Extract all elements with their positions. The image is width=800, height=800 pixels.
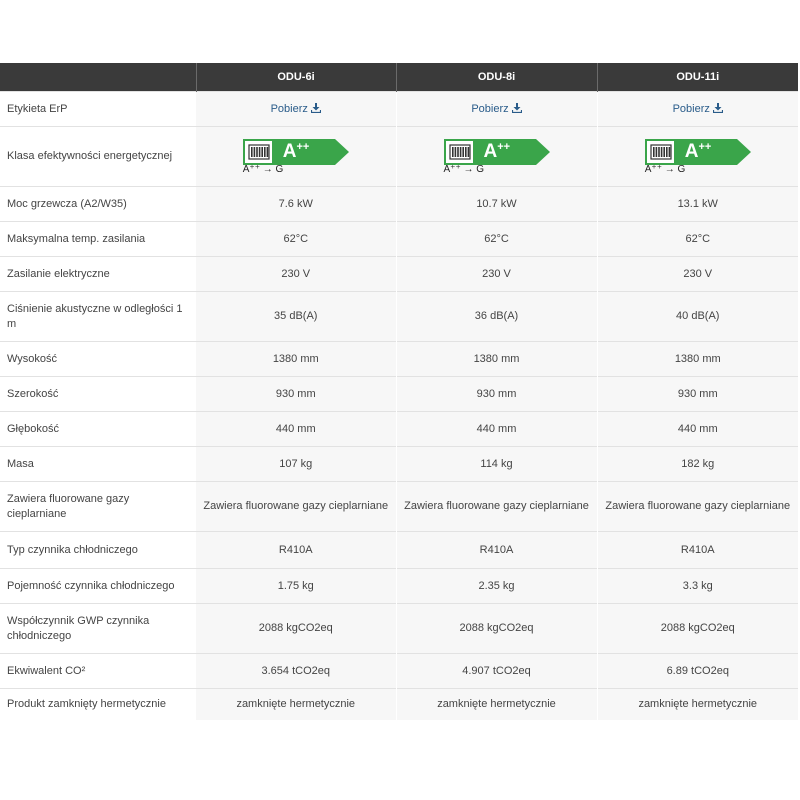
- download-icon: [311, 103, 321, 113]
- table-row-gazy-cieplarniane: [0, 482, 798, 532]
- row-label: Moc grzewcza (A2/W35): [0, 187, 196, 222]
- row-label: Szerokość: [0, 377, 196, 412]
- table-row-wysokosc: [0, 342, 798, 377]
- row-value: 1380 mm: [597, 342, 798, 377]
- row-value: 4.907 tCO2eq: [396, 654, 597, 689]
- download-icon: [512, 103, 522, 113]
- row-value: 230 V: [196, 257, 396, 292]
- energy-grade-plus: ++: [497, 140, 511, 153]
- row-value: 62°C: [396, 222, 597, 257]
- row-value: 2.35 kg: [396, 569, 597, 604]
- row-value: 107 kg: [196, 447, 396, 482]
- download-link-label: Pobierz: [270, 102, 308, 115]
- row-value: zamknięte hermetycznie: [396, 689, 597, 720]
- row-value: 6.89 tCO2eq: [597, 654, 798, 689]
- table-row-klasa-efektywnosci: [0, 127, 798, 187]
- row-label: Ciśnienie akustyczne w odległości 1 m: [0, 292, 196, 342]
- row-value: Zawiera fluorowane gazy cieplarniane: [396, 482, 597, 532]
- energy-grade: [484, 139, 511, 165]
- row-value: 10.7 kW: [396, 187, 597, 222]
- row-label: Pojemność czynnika chłodniczego: [0, 569, 196, 604]
- row-label: Zawiera fluorowane gazy cieplarniane: [0, 482, 196, 532]
- table-row-szerokosc: [0, 377, 798, 412]
- row-value: 114 kg: [396, 447, 597, 482]
- row-label: Produkt zamknięty hermetycznie: [0, 689, 196, 720]
- erp-download-cell: [396, 92, 597, 127]
- energy-class-cell: [196, 127, 396, 187]
- row-label: Współczynnik GWP czynnika chłodniczego: [0, 604, 196, 654]
- energy-grade-plus: ++: [698, 140, 712, 153]
- row-value: 1380 mm: [396, 342, 597, 377]
- row-value: 3.654 tCO2eq: [196, 654, 396, 689]
- row-value: 36 dB(A): [396, 292, 597, 342]
- table-row-hermetyczny: [0, 689, 798, 720]
- specification-table: [0, 63, 798, 720]
- energy-label-badge: [645, 137, 751, 177]
- energy-scale-range: A⁺⁺ → G: [443, 163, 485, 175]
- download-link[interactable]: [271, 103, 321, 115]
- download-link-label: Pobierz: [471, 102, 509, 115]
- table-row-gwp: [0, 604, 798, 654]
- row-value: 13.1 kW: [597, 187, 798, 222]
- row-label: Maksymalna temp. zasilania: [0, 222, 196, 257]
- row-value: 230 V: [597, 257, 798, 292]
- row-value: 62°C: [597, 222, 798, 257]
- row-value: 1380 mm: [196, 342, 396, 377]
- download-link-label: Pobierz: [672, 102, 710, 115]
- energy-grade-letter: A: [282, 140, 297, 162]
- row-label: Ekwiwalent CO²: [0, 654, 196, 689]
- table-row-maks-temp: [0, 222, 798, 257]
- row-value: 2088 kgCO2eq: [396, 604, 597, 654]
- download-link[interactable]: [673, 103, 723, 115]
- row-label: Masa: [0, 447, 196, 482]
- row-value: Zawiera fluorowane gazy cieplarniane: [196, 482, 396, 532]
- row-label: Typ czynnika chłodniczego: [0, 532, 196, 569]
- row-value: 2088 kgCO2eq: [597, 604, 798, 654]
- energy-grade-plus: ++: [296, 140, 310, 153]
- row-label: Zasilanie elektryczne: [0, 257, 196, 292]
- table-row-zasilanie: [0, 257, 798, 292]
- row-label: Etykieta ErP: [0, 92, 196, 127]
- table-header-row: [0, 63, 798, 92]
- row-value: 3.3 kg: [597, 569, 798, 604]
- row-value: 7.6 kW: [196, 187, 396, 222]
- energy-grade: [283, 139, 310, 165]
- header-model-1: ODU-6i: [196, 63, 396, 92]
- row-value: 2088 kgCO2eq: [196, 604, 396, 654]
- table-row-etykieta-erp: [0, 92, 798, 127]
- download-icon: [713, 103, 723, 113]
- row-value: 35 dB(A): [196, 292, 396, 342]
- table-row-ekwiwalent-co2: [0, 654, 798, 689]
- row-value: 62°C: [196, 222, 396, 257]
- energy-label-badge: [444, 137, 550, 177]
- row-value: 440 mm: [196, 412, 396, 447]
- energy-grade-letter: A: [483, 140, 498, 162]
- energy-scale-range: A⁺⁺ → G: [644, 163, 686, 175]
- row-value: 182 kg: [597, 447, 798, 482]
- table-row-masa: [0, 447, 798, 482]
- header-model-2: ODU-8i: [396, 63, 597, 92]
- row-value: R410A: [196, 532, 396, 569]
- row-value: zamknięte hermetycznie: [196, 689, 396, 720]
- row-value: 930 mm: [196, 377, 396, 412]
- table-row-typ-czynnika: [0, 532, 798, 569]
- table-row-glebokosc: [0, 412, 798, 447]
- energy-grade-letter: A: [684, 140, 699, 162]
- erp-download-cell: [597, 92, 798, 127]
- row-value: 230 V: [396, 257, 597, 292]
- row-value: 440 mm: [396, 412, 597, 447]
- download-link[interactable]: [471, 103, 521, 115]
- row-value: R410A: [396, 532, 597, 569]
- table-row-pojemnosc-czynnika: [0, 569, 798, 604]
- row-value: R410A: [597, 532, 798, 569]
- row-value: 440 mm: [597, 412, 798, 447]
- table-row-cisnienie-akustyczne: [0, 292, 798, 342]
- row-label: Klasa efektywności energetycznej: [0, 127, 196, 187]
- row-value: zamknięte hermetycznie: [597, 689, 798, 720]
- erp-download-cell: [196, 92, 396, 127]
- energy-class-cell: [597, 127, 798, 187]
- row-value: 40 dB(A): [597, 292, 798, 342]
- row-value: 930 mm: [396, 377, 597, 412]
- header-corner-cell: [0, 63, 196, 92]
- row-label: Wysokość: [0, 342, 196, 377]
- row-value: 930 mm: [597, 377, 798, 412]
- energy-grade: [685, 139, 712, 165]
- energy-scale-range: A⁺⁺ → G: [242, 163, 284, 175]
- energy-class-cell: [396, 127, 597, 187]
- table-row-moc-grzewcza: [0, 187, 798, 222]
- row-label: Głębokość: [0, 412, 196, 447]
- row-value: Zawiera fluorowane gazy cieplarniane: [597, 482, 798, 532]
- header-model-3: ODU-11i: [597, 63, 798, 92]
- energy-label-badge: [243, 137, 349, 177]
- row-value: 1.75 kg: [196, 569, 396, 604]
